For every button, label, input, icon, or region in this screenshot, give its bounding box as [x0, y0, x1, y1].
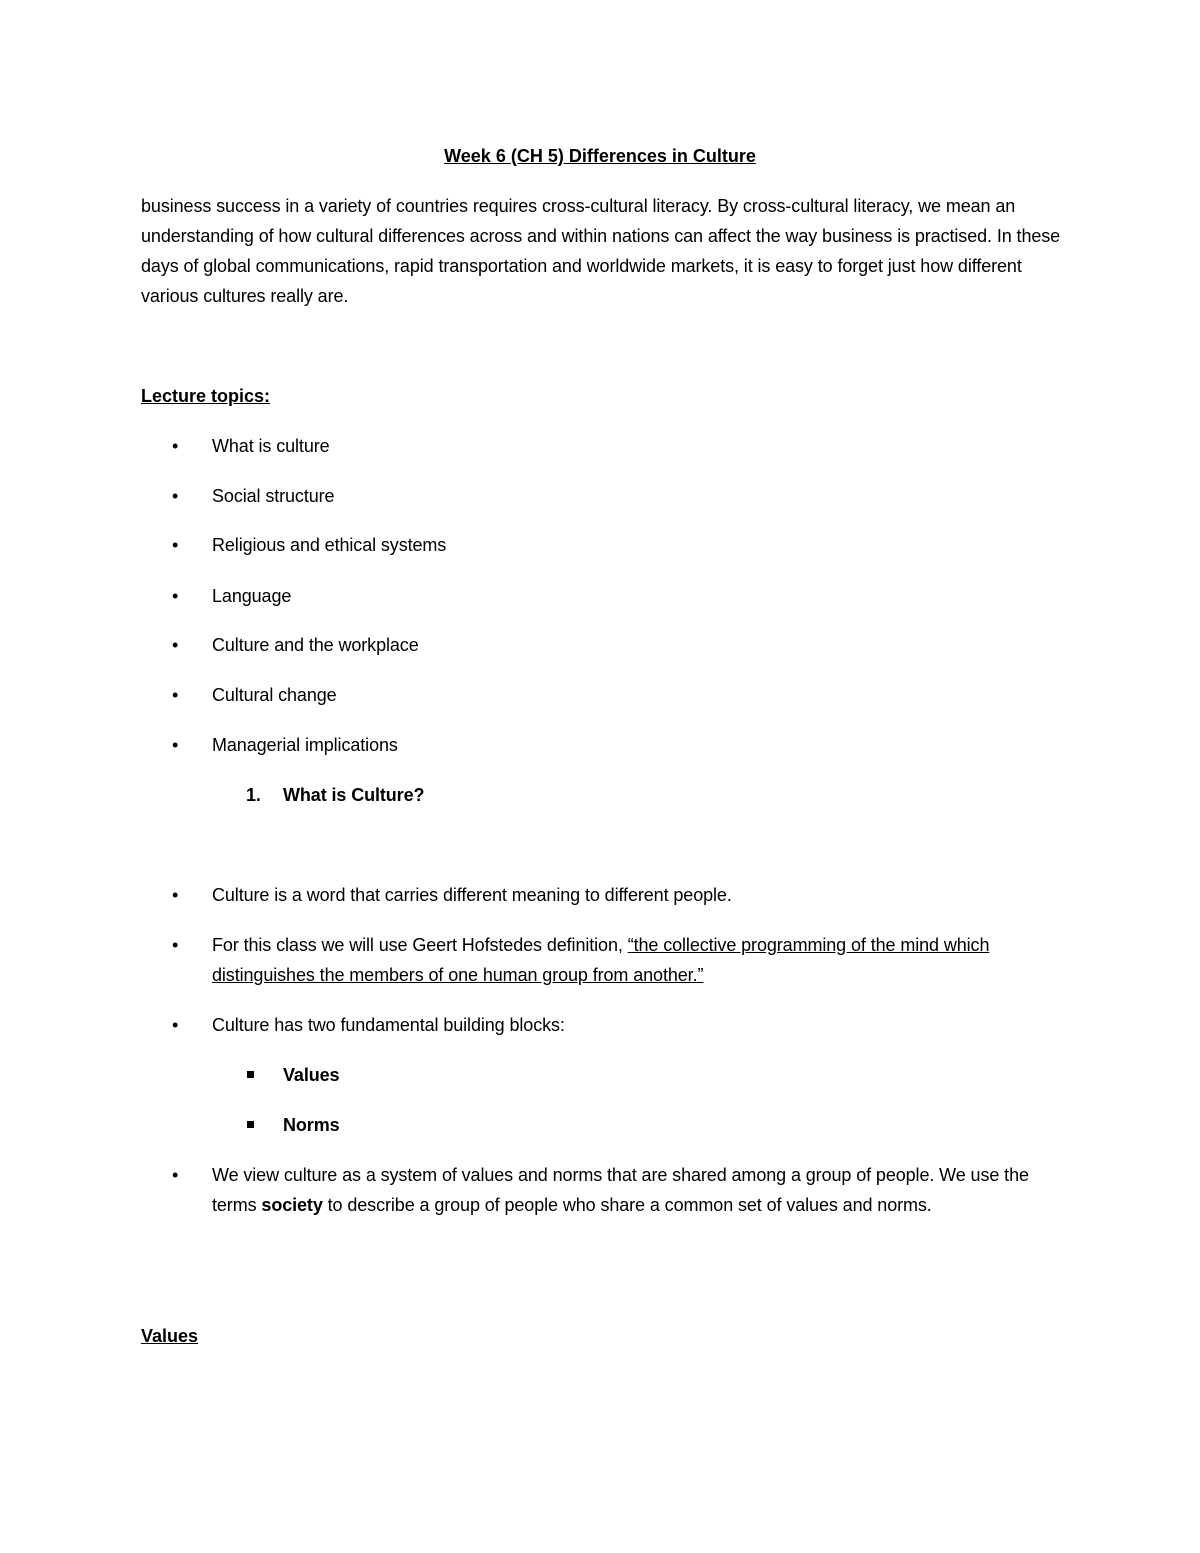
square-bullet-icon [247, 1071, 254, 1078]
bullet-icon: • [172, 635, 179, 655]
topic-label: Social structure [212, 486, 335, 506]
culture-point-text: Culture has two fundamental building blocks: [212, 1015, 565, 1035]
bullet-icon: • [172, 535, 179, 555]
bullet-icon: • [172, 685, 179, 705]
bullet-icon: • [172, 1165, 179, 1185]
topic-label: Culture and the workplace [212, 635, 419, 655]
intro-paragraph: business success in a variety of countries requires cross-cultural literacy. By cross-cultural literacy, we mean an understanding of how cultural differences across and within nations can affect the way business is practised. In these days of global communications, rapid transportation and worldwide markets, it is easy to forget just how different various cultures really are. [141, 196, 1061, 306]
topic-label: What is culture [212, 436, 330, 456]
topic-label: Cultural change [212, 685, 337, 705]
square-bullet-icon [247, 1121, 254, 1128]
system-text-end: to describe a group of people who share a common set of values and norms. [322, 1195, 932, 1215]
culture-point-text [212, 930, 1062, 990]
building-block-label: Values [283, 1065, 340, 1085]
bullet-icon: • [172, 436, 179, 456]
bullet-icon: • [172, 935, 179, 955]
system-text-start: We view culture as a system of values and norms that are shared among a group of people. We use the terms [212, 1165, 1029, 1215]
lecture-topics-heading: Lecture topics: [141, 386, 271, 406]
building-block-label: Norms [283, 1115, 340, 1135]
bullet-icon: • [172, 1015, 179, 1035]
hofstede-quote: “the collective programming of the mind which distinguishes the members of one human group from another.” [212, 935, 990, 985]
topic-label: Language [212, 586, 292, 606]
definition-intro: For this class we will use Geert Hofstedes definition, [212, 935, 628, 955]
topic-label: Managerial implications [212, 735, 398, 755]
topic-label: Religious and ethical systems [212, 535, 447, 555]
page-title: Week 6 (CH 5) Differences in Culture [444, 146, 756, 166]
section-title: What is Culture? [283, 785, 425, 805]
values-heading: Values [141, 1326, 199, 1346]
bullet-icon: • [172, 885, 179, 905]
bullet-icon: • [172, 486, 179, 506]
culture-point-text: Culture is a word that carries different meaning to different people. [212, 885, 732, 905]
culture-point-text [212, 1160, 1062, 1220]
society-term: society [261, 1195, 323, 1215]
bullet-icon: • [172, 735, 179, 755]
section-number: 1. [246, 785, 261, 805]
bullet-icon: • [172, 586, 179, 606]
